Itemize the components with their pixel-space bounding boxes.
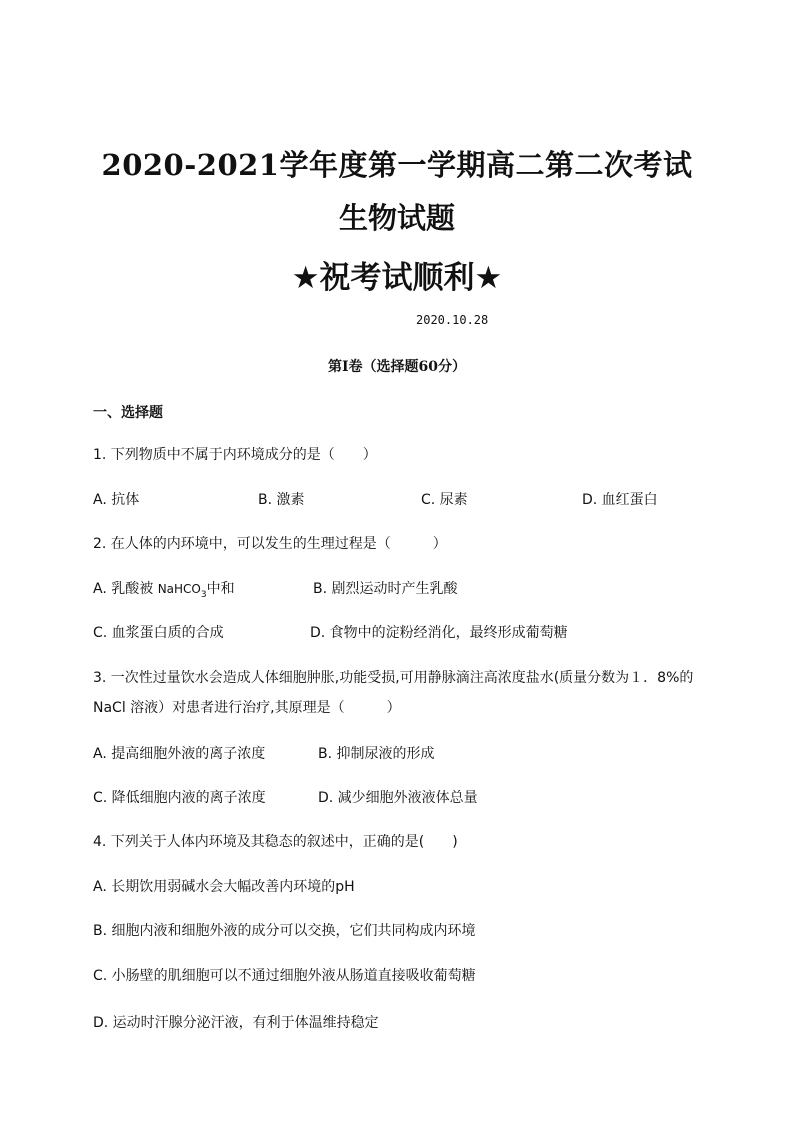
exam-date: 2020.10.28 [416, 313, 489, 327]
question-2-option-a [93, 578, 235, 600]
question-4-stem: 4. 下列关于人体内环境及其稳态的叙述中，正确的是( ) [93, 834, 458, 850]
question-2-option-a-formula: NaHCO [157, 582, 201, 596]
question-2-option-d: D. 食物中的淀粉经消化，最终形成葡萄糖 [310, 625, 568, 641]
question-3-option-d: D. 减少细胞外液液体总量 [318, 790, 478, 806]
volume-heading: 第Ⅰ卷（选择题60分） [327, 359, 467, 375]
question-2-option-a-subscript: 3 [200, 589, 207, 600]
question-4-option-b: B. 细胞内液和细胞外液的成分可以交换，它们共同构成内环境 [93, 923, 476, 939]
question-3-option-b: B. 抑制尿液的形成 [318, 746, 435, 762]
question-4-option-c: C. 小肠壁的肌细胞可以不通过细胞外液从肠道直接吸收葡萄糖 [93, 968, 476, 984]
exam-blessing: ★祝考试顺利★ [291, 260, 503, 296]
question-3-option-a: A. 提高细胞外液的离子浓度 [93, 746, 266, 762]
question-4-option-d: D. 运动时汗腺分泌汗液，有利于体温维持稳定 [93, 1015, 379, 1031]
question-1-option-a: A. 抗体 [93, 492, 140, 508]
exam-subtitle: 生物试题 [338, 201, 455, 235]
question-2-option-c: C. 血浆蛋白质的合成 [93, 625, 224, 641]
question-2-option-a-suffix: 中和 [206, 581, 235, 597]
question-1-option-c: C. 尿素 [421, 492, 468, 508]
question-3-stem-line-1: 3. 一次性过量饮水会造成人体细胞肿胀,功能受损,可用静脉滴注高浓度盐水(质量分数为１．8%的 [93, 670, 694, 686]
exam-title: 2020-2021学年度第一学期高二第二次考试 [101, 148, 693, 182]
question-1-option-d: D. 血红蛋白 [582, 492, 658, 508]
question-1-option-b: B. 激素 [258, 492, 305, 508]
question-2-stem: 2. 在人体的内环境中，可以发生的生理过程是（ ） [93, 536, 447, 552]
question-2-option-b: B. 剧烈运动时产生乳酸 [313, 581, 458, 597]
question-1-stem: 1. 下列物质中不属于内环境成分的是（ ） [93, 447, 377, 463]
question-4-option-a: A. 长期饮用弱碱水会大幅改善内环境的pH [93, 879, 355, 895]
question-3-option-c: C. 降低细胞内液的离子浓度 [93, 790, 266, 806]
question-2-option-a-prefix: A. 乳酸被 [93, 581, 154, 597]
question-3-stem-line-2: NaCl 溶液）对患者进行治疗,其原理是（ ） [93, 700, 401, 716]
section-heading: 一、选择题 [93, 405, 163, 421]
